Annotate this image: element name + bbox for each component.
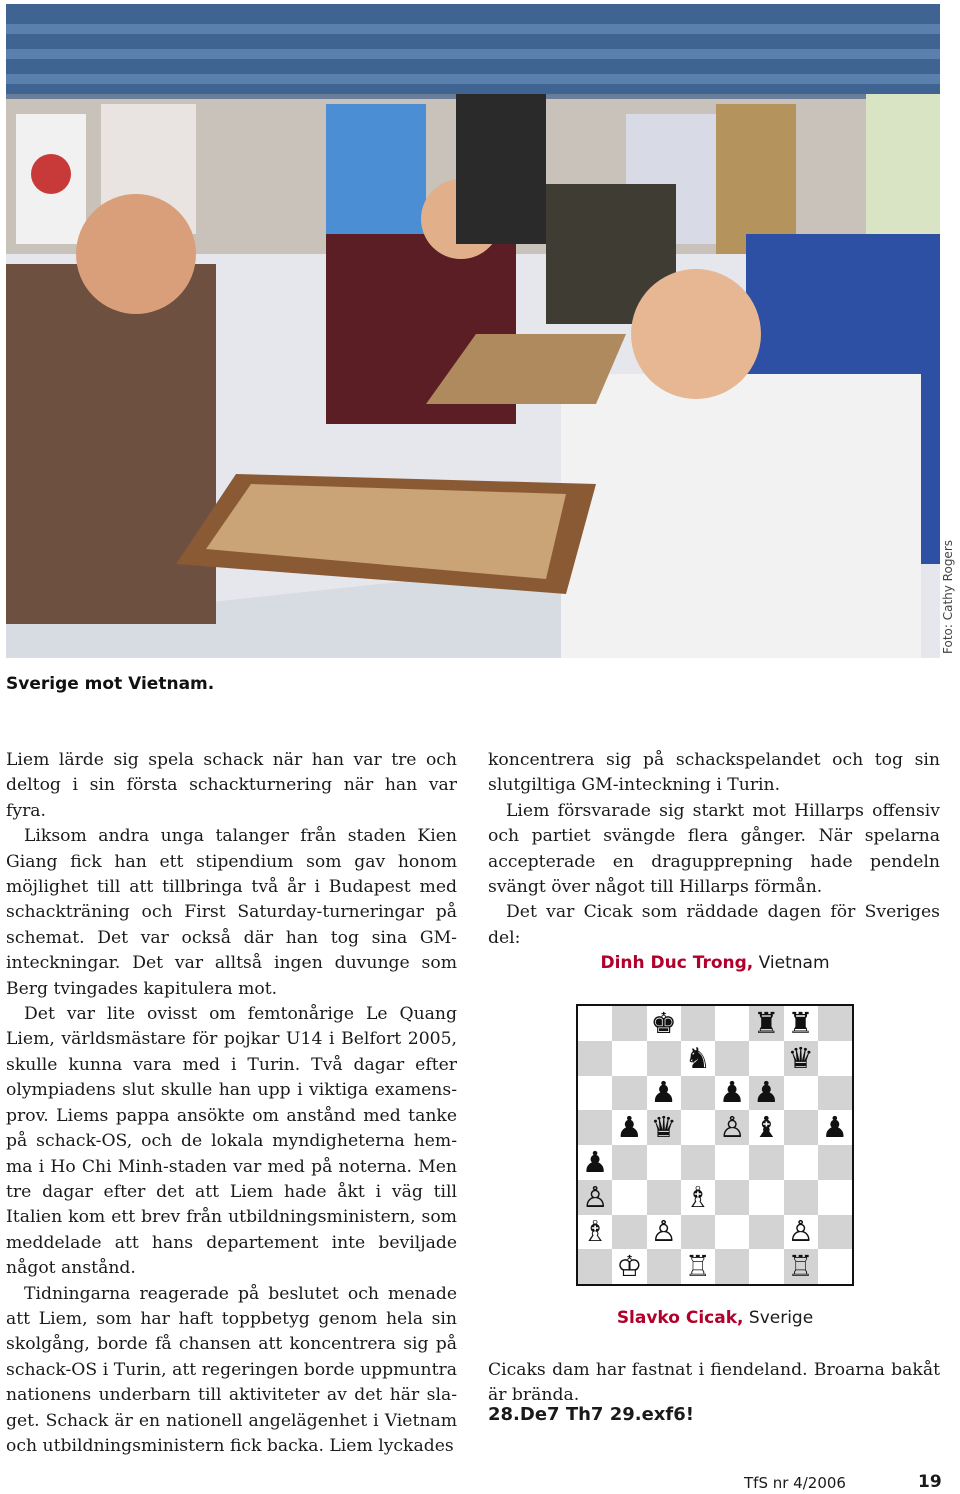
board-square [715,1076,749,1111]
board-square [784,1249,818,1284]
paragraph: Cicaks dam har fastnat i fiendeland. Broarna bakåt är brända. [488,1360,940,1406]
magazine-issue: TfS nr 4/2006 [744,1474,846,1492]
board-square [749,1076,783,1111]
paragraph: Liem lärde sig spela schack när han var tre och deltog i sin första schackturnering när han var fyra. [6,750,457,821]
paragraph: Liksom andra unga talanger från staden Kien Giang fick han ett stipendium som gav honom möjlighet till att tillbringa två år i Budapest med schackträning och First Saturday-turneringar på schemat. Det var också där han tog sina GM-inteckningar. Det var alltså ingen duvunge som Berg tvingades kapitulera mot. [6,826,457,999]
black-rook-icon: ♜ [787,1005,814,1040]
bottom-player-label [565,1308,865,1328]
top-player-label [565,953,865,973]
board-square [818,1145,852,1180]
board-square [578,1076,612,1111]
board-square [578,1249,612,1284]
board-square [578,1145,612,1180]
board-square [612,1215,646,1250]
board-square [681,1110,715,1145]
board-square [681,1249,715,1284]
chess-diagram [576,1004,854,1286]
black-pawn-icon: ♟ [719,1075,746,1110]
board-square [612,1006,646,1041]
board-square [647,1041,681,1076]
player-name: Slavko Cicak, [616,1308,744,1328]
board-square [612,1076,646,1111]
board-square [681,1041,715,1076]
board-square [715,1145,749,1180]
black-rook-icon: ♜ [753,1005,780,1040]
board-square [749,1041,783,1076]
photo-credit: Foto: Cathy Rogers [941,539,955,654]
board-square [681,1215,715,1250]
after-diagram-text [488,1358,940,1409]
board-square [681,1180,715,1215]
white-rook-icon: ♖ [684,1249,711,1284]
board-square [578,1180,612,1215]
board-square [818,1215,852,1250]
board-square [647,1110,681,1145]
board-square [818,1180,852,1215]
board-square [647,1249,681,1284]
photo-caption: Sverige mot Vietnam. [6,674,215,694]
board-square [749,1249,783,1284]
white-pawn-icon: ♙ [719,1110,746,1145]
board-square [578,1110,612,1145]
white-pawn-icon: ♙ [582,1179,609,1214]
chess-match-photo [6,4,940,658]
board-square [784,1076,818,1111]
board-square [715,1041,749,1076]
black-pawn-icon: ♟ [821,1110,848,1145]
black-bishop-icon: ♝ [753,1110,780,1145]
board-square [749,1145,783,1180]
board-square [749,1180,783,1215]
board-square [612,1145,646,1180]
board-square [578,1041,612,1076]
paragraph: Liem försvarade sig starkt mot Hillarps offensiv och partiet svängde flera gånger. När spelarna accepterade en dragupprepning hade pendeln svängt över något till Hillarps förmån. [488,800,940,898]
board-square [818,1249,852,1284]
board-square [715,1249,749,1284]
board-square [612,1180,646,1215]
black-knight-icon: ♞ [684,1040,711,1075]
black-queen-icon: ♛ [650,1110,677,1145]
board-square [715,1006,749,1041]
board-square [784,1145,818,1180]
white-king-icon: ♔ [616,1249,643,1284]
white-pawn-icon: ♙ [650,1214,677,1249]
page-number: 19 [918,1472,942,1492]
right-column [488,748,940,951]
black-pawn-icon: ♟ [753,1075,780,1110]
board-square [647,1215,681,1250]
white-bishop-icon: ♗ [582,1214,609,1249]
board-square [784,1110,818,1145]
paragraph: Det var Cicak som räddade dagen för Sveriges del: [488,902,940,948]
board-square [681,1006,715,1041]
board-square [647,1006,681,1041]
board-square [749,1006,783,1041]
board-square [647,1076,681,1111]
board-square [578,1215,612,1250]
board-square [681,1145,715,1180]
board-square [681,1076,715,1111]
board-square [612,1110,646,1145]
board-square [784,1180,818,1215]
player-name: Dinh Duc Trong, [600,953,754,973]
black-pawn-icon: ♟ [650,1075,677,1110]
board-square [784,1041,818,1076]
paragraph: koncentrera sig på schackspelandet och tog sin slutgiltiga GM-inteckning i Turin. [488,750,940,796]
black-king-icon: ♚ [650,1005,677,1040]
game-moves: 28.De7 Th7 29.exf6! [488,1404,694,1425]
board-square [818,1041,852,1076]
left-column [6,748,457,1459]
board-square [784,1215,818,1250]
board-square [578,1006,612,1041]
black-queen-icon: ♛ [787,1040,814,1075]
board-square [647,1145,681,1180]
board-square [749,1110,783,1145]
board-square [784,1006,818,1041]
white-pawn-icon: ♙ [787,1214,814,1249]
board-square [647,1180,681,1215]
board-square [715,1180,749,1215]
white-bishop-icon: ♗ [684,1179,711,1214]
black-pawn-icon: ♟ [582,1144,609,1179]
board-square [612,1249,646,1284]
player-country: Sverige [748,1308,814,1328]
paragraph: Det var lite ovisst om femtonårige Le Quang Liem, världsmästare för pojkar U14 i Belfort 2005, skulle kunna vara med i Turin. Två dagar efter olympiadens slut skulle han upp i viktiga examensprov. Liems pappa ansökte om anstånd med tanke på schack-OS, och de lokala myndigheterna hemma i Ho Chi Minh-staden var med på noterna. Men tre dagar efter det att Liem hade åkt i väg till Italien kom ett brev från utbildningsministern, som meddelade att hans departement inte beviljade något anstånd. [6,1004,457,1279]
paragraph: Tidningarna reagerade på beslutet och menade att Liem, som har haft toppbetyg genom hela sin skolgång, borde få chansen att koncentrera sig på schack-OS i Turin, att regeringen borde uppmuntra nationens underbarn till aktiviteter av det här slaget. Schack är en nationell angelägenhet i Vietnam och utbildningsministern fick backa. Liem lyckades [6,1283,457,1456]
black-pawn-icon: ♟ [616,1110,643,1145]
board-square [715,1215,749,1250]
player-country: Vietnam [758,953,830,973]
board-square [749,1215,783,1250]
photo-illustration [6,4,940,658]
board-square [715,1110,749,1145]
board-square [612,1041,646,1076]
white-rook-icon: ♖ [787,1249,814,1284]
board-square [818,1110,852,1145]
board-square [818,1006,852,1041]
board-square [818,1076,852,1111]
